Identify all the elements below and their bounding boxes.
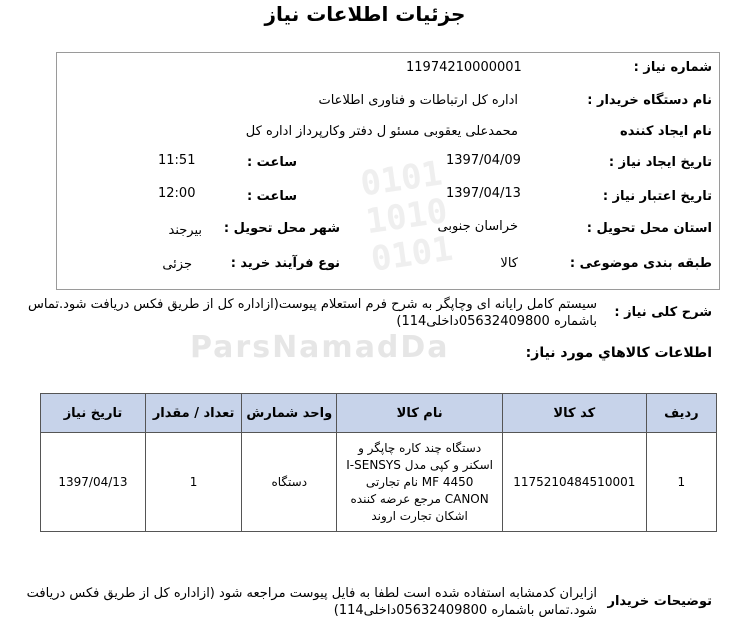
category-value: کالا [500,256,518,271]
buyer-org-value: اداره کل ارتباطات و فناوری اطلاعات [318,93,518,108]
summary-label: شرح کلی نیاز : [614,305,712,320]
need-number-label: شماره نیاز : [633,60,712,75]
col-unit-header: واحد شمارش [242,394,337,433]
watermark: ParsNamadDa [190,330,450,365]
purchase-type-label: نوع فرآیند خرید : [230,256,340,271]
watermark-digits-graphic: 0101 1010 0101 [357,153,456,280]
cell-code: 1175210484510001 [502,433,646,532]
cell-unit: دستگاه [242,433,337,532]
cell-date: 1397/04/13 [41,433,146,532]
created-time-label: ساعت : [246,155,297,170]
cell-row: 1 [646,433,716,532]
buyer-notes-label: توضیحات خریدار [607,594,712,609]
col-qty-header: تعداد / مقدار [145,394,241,433]
need-info-box [56,52,720,290]
col-name-header: نام کالا [337,394,502,433]
items-table [40,393,717,532]
created-date-value: 1397/04/09 [446,153,521,168]
purchase-type-value: جزئی [162,257,192,272]
col-row-header: ردیف [646,394,716,433]
items-table-header [41,394,717,433]
buyer-notes-text: ازایران کدمشابه استفاده شده است لطفا به فایل پیوست مراجعه شود (ازاداره کل از طریق فکس دریافت شود.تماس باشماره 05632409800داخلی114) [26,586,597,618]
city-label: شهر محل تحویل : [223,221,340,236]
creator-label: نام ایجاد کننده [620,124,712,139]
cell-qty: 1 [145,433,241,532]
page-title: جزئیات اطلاعات نیاز [264,2,466,26]
valid-time-value: 12:00 [158,186,196,201]
category-label: طبقه بندی موضوعی : [569,256,712,271]
table-row [41,433,717,532]
created-time-value: 11:51 [158,153,196,168]
province-label: استان محل تحویل : [586,221,712,236]
items-section-title: اطلاعات کالاهاي مورد نياز: [525,345,712,361]
cell-name: دستگاه چند کاره چاپگر و اسکنر و کپی مدل I-SENSYS MF 4450 نام تجارتی CANON مرجع عرضه کننده اشکان تجارت اروند [337,433,502,532]
creator-value: محمدعلی یعقوبی مسئو ل دفتر وکارپرداز اداره کل [245,124,518,139]
valid-time-label: ساعت : [246,189,297,204]
buyer-org-label: نام دستگاه خریدار : [587,93,712,108]
province-value: خراسان جنوبی [437,219,518,234]
city-value: بیرجند [168,223,202,238]
valid-date-label: تاریخ اعتبار نیاز : [602,189,712,204]
summary-text: سیستم کامل رایانه ای وچاپگر به شرح فرم استعلام پیوست(ازاداره کل از طریق فکس دریافت شود.تماس باشماره 05632409800داخلی114) [28,297,597,329]
valid-date-value: 1397/04/13 [446,186,521,201]
col-date-header: تاریخ نیاز [41,394,146,433]
col-code-header: کد کالا [502,394,646,433]
created-date-label: تاریخ ایجاد نیاز : [608,155,712,170]
need-number-value: 11974210000001 [406,60,522,75]
